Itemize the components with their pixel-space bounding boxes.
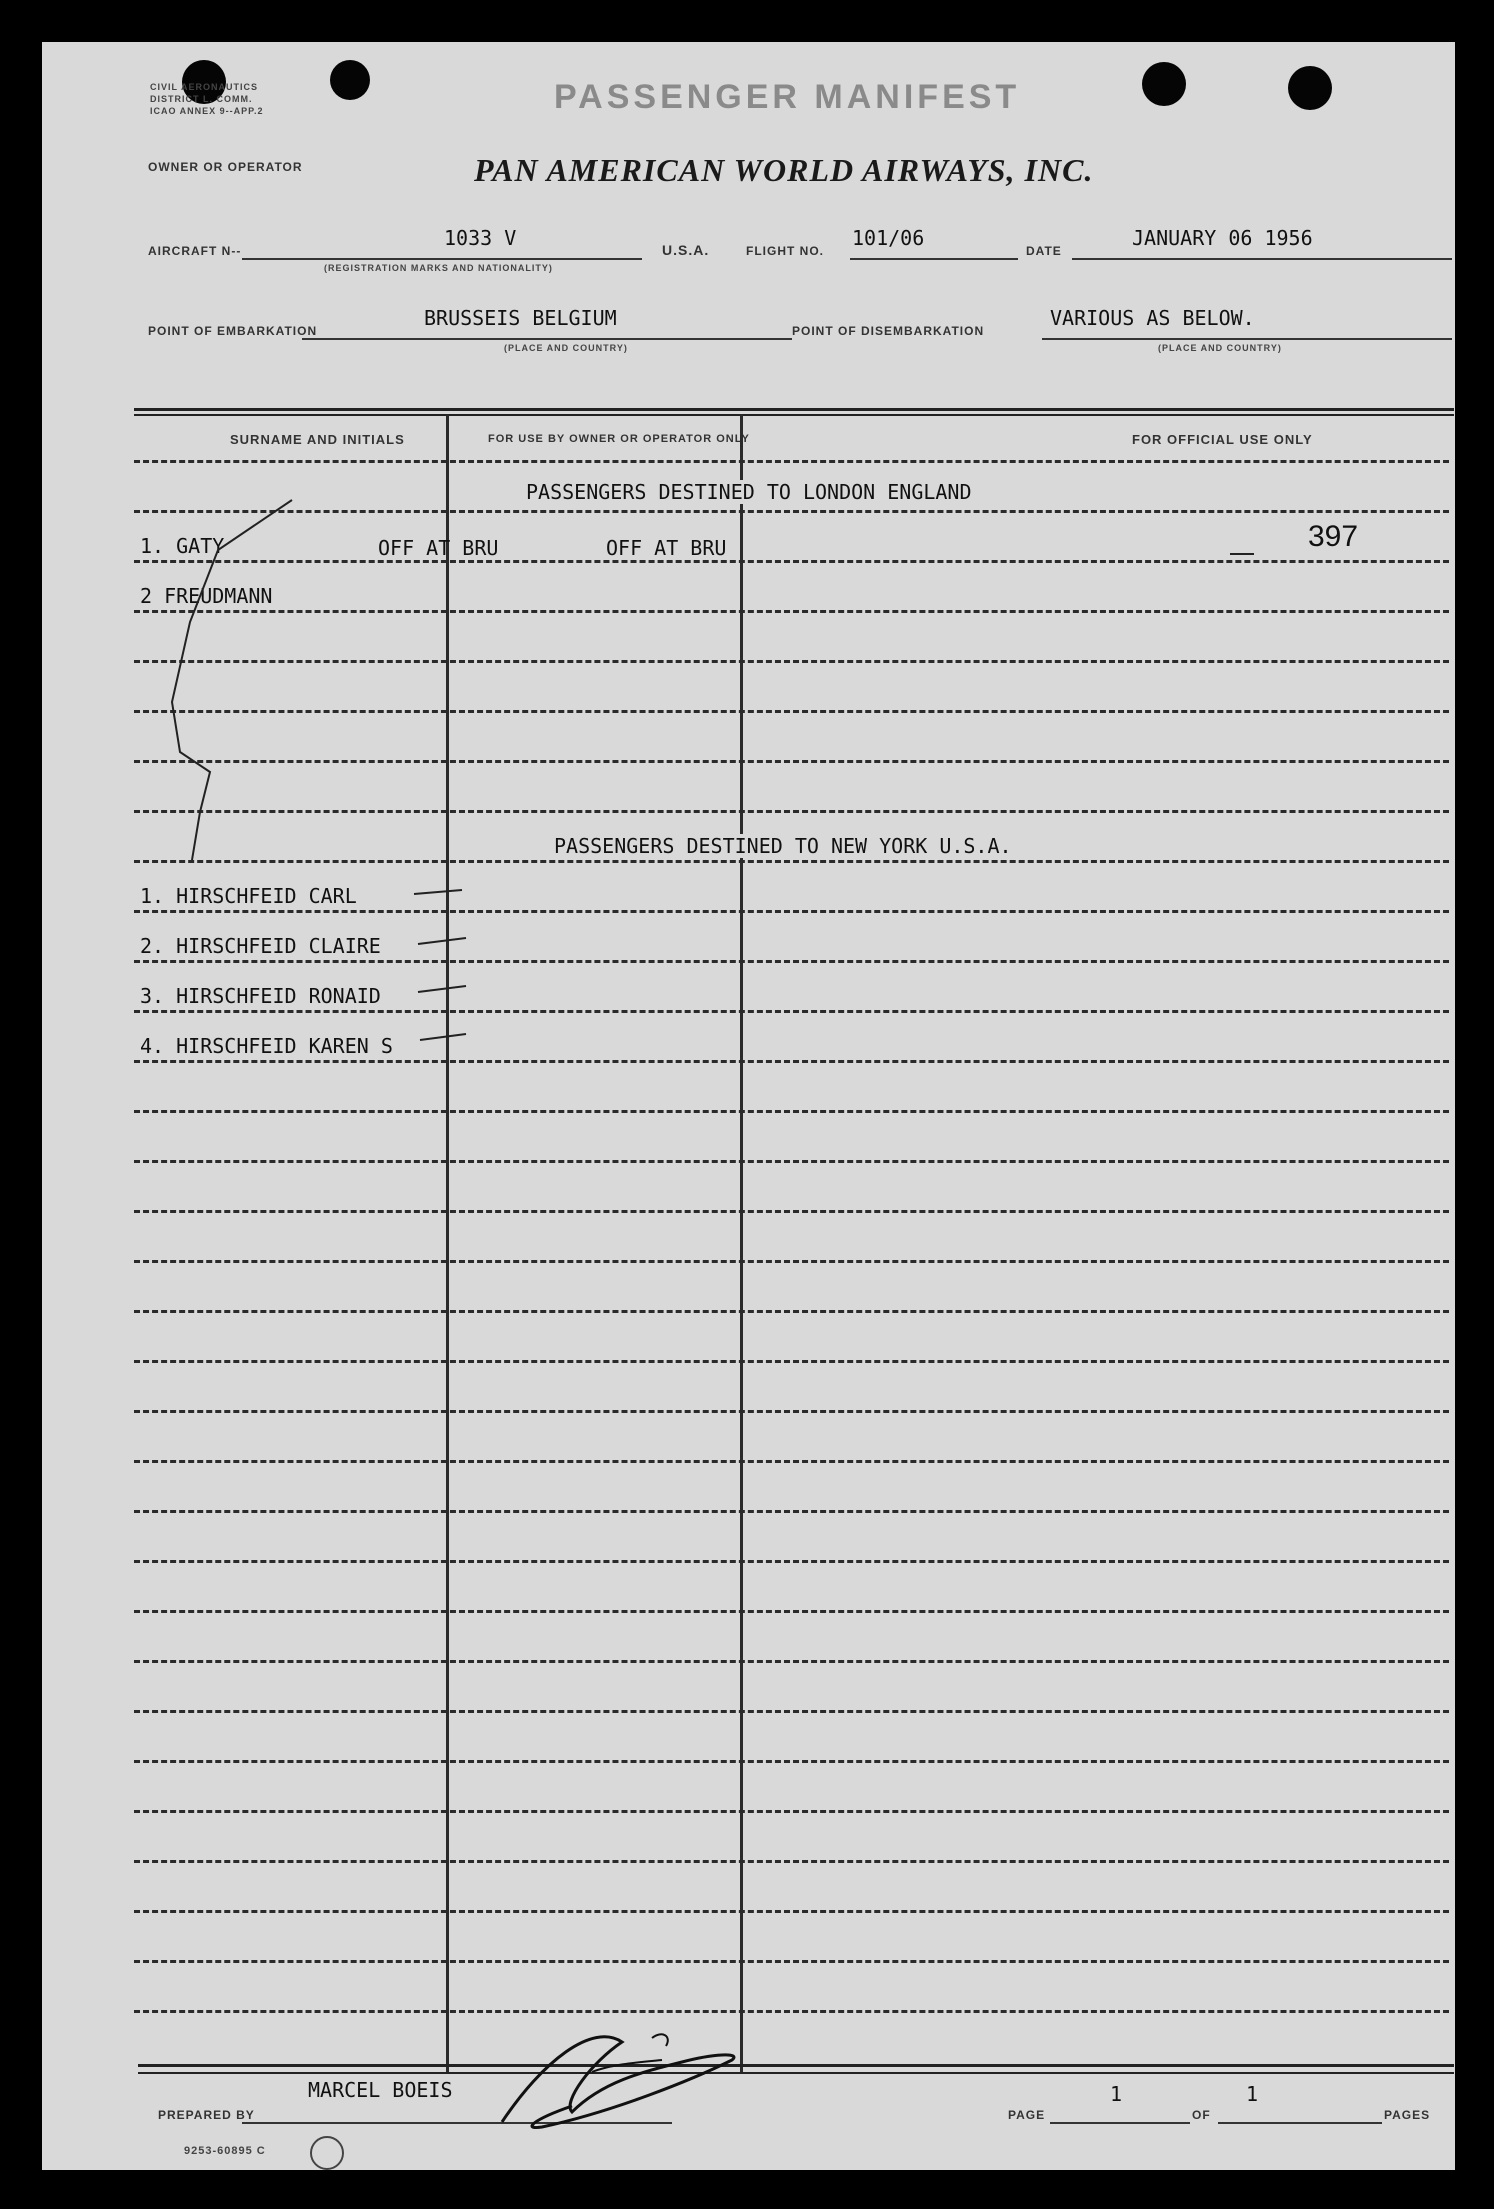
passenger-name: 1. GATY bbox=[140, 534, 225, 558]
passenger-name: 2 FREUDMANN bbox=[140, 584, 273, 608]
disembarkation-label: POINT OF DISEMBARKATION bbox=[792, 324, 985, 338]
of-value: 1 bbox=[1246, 2082, 1259, 2106]
handwritten-strike-mark bbox=[42, 42, 1455, 2170]
of-label: OF bbox=[1192, 2108, 1211, 2122]
corner-stamp-line: DISTRICT L. COMM. bbox=[150, 94, 253, 104]
corner-stamp-line: ICAO ANNEX 9--APP.2 bbox=[150, 106, 264, 116]
pages-label: PAGES bbox=[1384, 2108, 1431, 2122]
column-header-official-use: FOR OFFICIAL USE ONLY bbox=[1132, 432, 1313, 447]
document-title: PASSENGER MANIFEST bbox=[554, 78, 1021, 116]
form-number: 9253-60895 C bbox=[184, 2145, 266, 2157]
flight-value: 101/06 bbox=[852, 226, 925, 250]
union-label-stamp bbox=[310, 2136, 344, 2170]
embarkation-value: BRUSSEIS BELGIUM bbox=[424, 306, 617, 330]
country-label: U.S.A. bbox=[662, 242, 710, 258]
embarkation-label: POINT OF EMBARKATION bbox=[148, 324, 318, 338]
aircraft-value: 1033 V bbox=[444, 226, 517, 250]
disembarkation-caption: (PLACE AND COUNTRY) bbox=[1158, 343, 1282, 353]
flight-label: FLIGHT NO. bbox=[746, 244, 824, 258]
manifest-page bbox=[42, 42, 1455, 2170]
passenger-name: 2. HIRSCHFEID CLAIRE bbox=[140, 934, 381, 958]
owner-label: OWNER OR OPERATOR bbox=[148, 160, 303, 174]
section-heading-london: PASSENGERS DESTINED TO LONDON ENGLAND bbox=[522, 480, 976, 504]
passenger-note: OFF AT BRU bbox=[606, 536, 727, 560]
signature bbox=[452, 2002, 752, 2152]
date-label: DATE bbox=[1026, 244, 1062, 258]
passenger-name: 3. HIRSCHFEID RONAID bbox=[140, 984, 381, 1008]
registration-caption: (REGISTRATION MARKS AND NATIONALITY) bbox=[324, 263, 553, 273]
date-value: JANUARY 06 1956 bbox=[1132, 226, 1313, 250]
official-number: 397 bbox=[1308, 520, 1359, 553]
prepared-by-label: PREPARED BY bbox=[158, 2108, 255, 2122]
passenger-name: 1. HIRSCHFEID CARL bbox=[140, 884, 357, 908]
passenger-name: 4. HIRSCHFEID KAREN S bbox=[140, 1034, 393, 1058]
disembarkation-value: VARIOUS AS BELOW. bbox=[1050, 306, 1255, 330]
embarkation-caption: (PLACE AND COUNTRY) bbox=[504, 343, 628, 353]
column-header-owner-use: FOR USE BY OWNER OR OPERATOR ONLY bbox=[488, 433, 750, 445]
page-label: PAGE bbox=[1008, 2108, 1046, 2122]
column-header-surname: SURNAME AND INITIALS bbox=[230, 432, 405, 447]
operator-name: PAN AMERICAN WORLD AIRWAYS, INC. bbox=[474, 152, 1094, 188]
corner-stamp-line: CIVIL AERONAUTICS bbox=[150, 82, 259, 92]
prepared-by-value: MARCEL BOEIS bbox=[308, 2078, 453, 2102]
section-heading-new-york: PASSENGERS DESTINED TO NEW YORK U.S.A. bbox=[550, 834, 1016, 858]
passenger-note: OFF AT BRU bbox=[378, 536, 499, 560]
aircraft-label: AIRCRAFT N-- bbox=[148, 244, 242, 258]
page-value: 1 bbox=[1110, 2082, 1123, 2106]
